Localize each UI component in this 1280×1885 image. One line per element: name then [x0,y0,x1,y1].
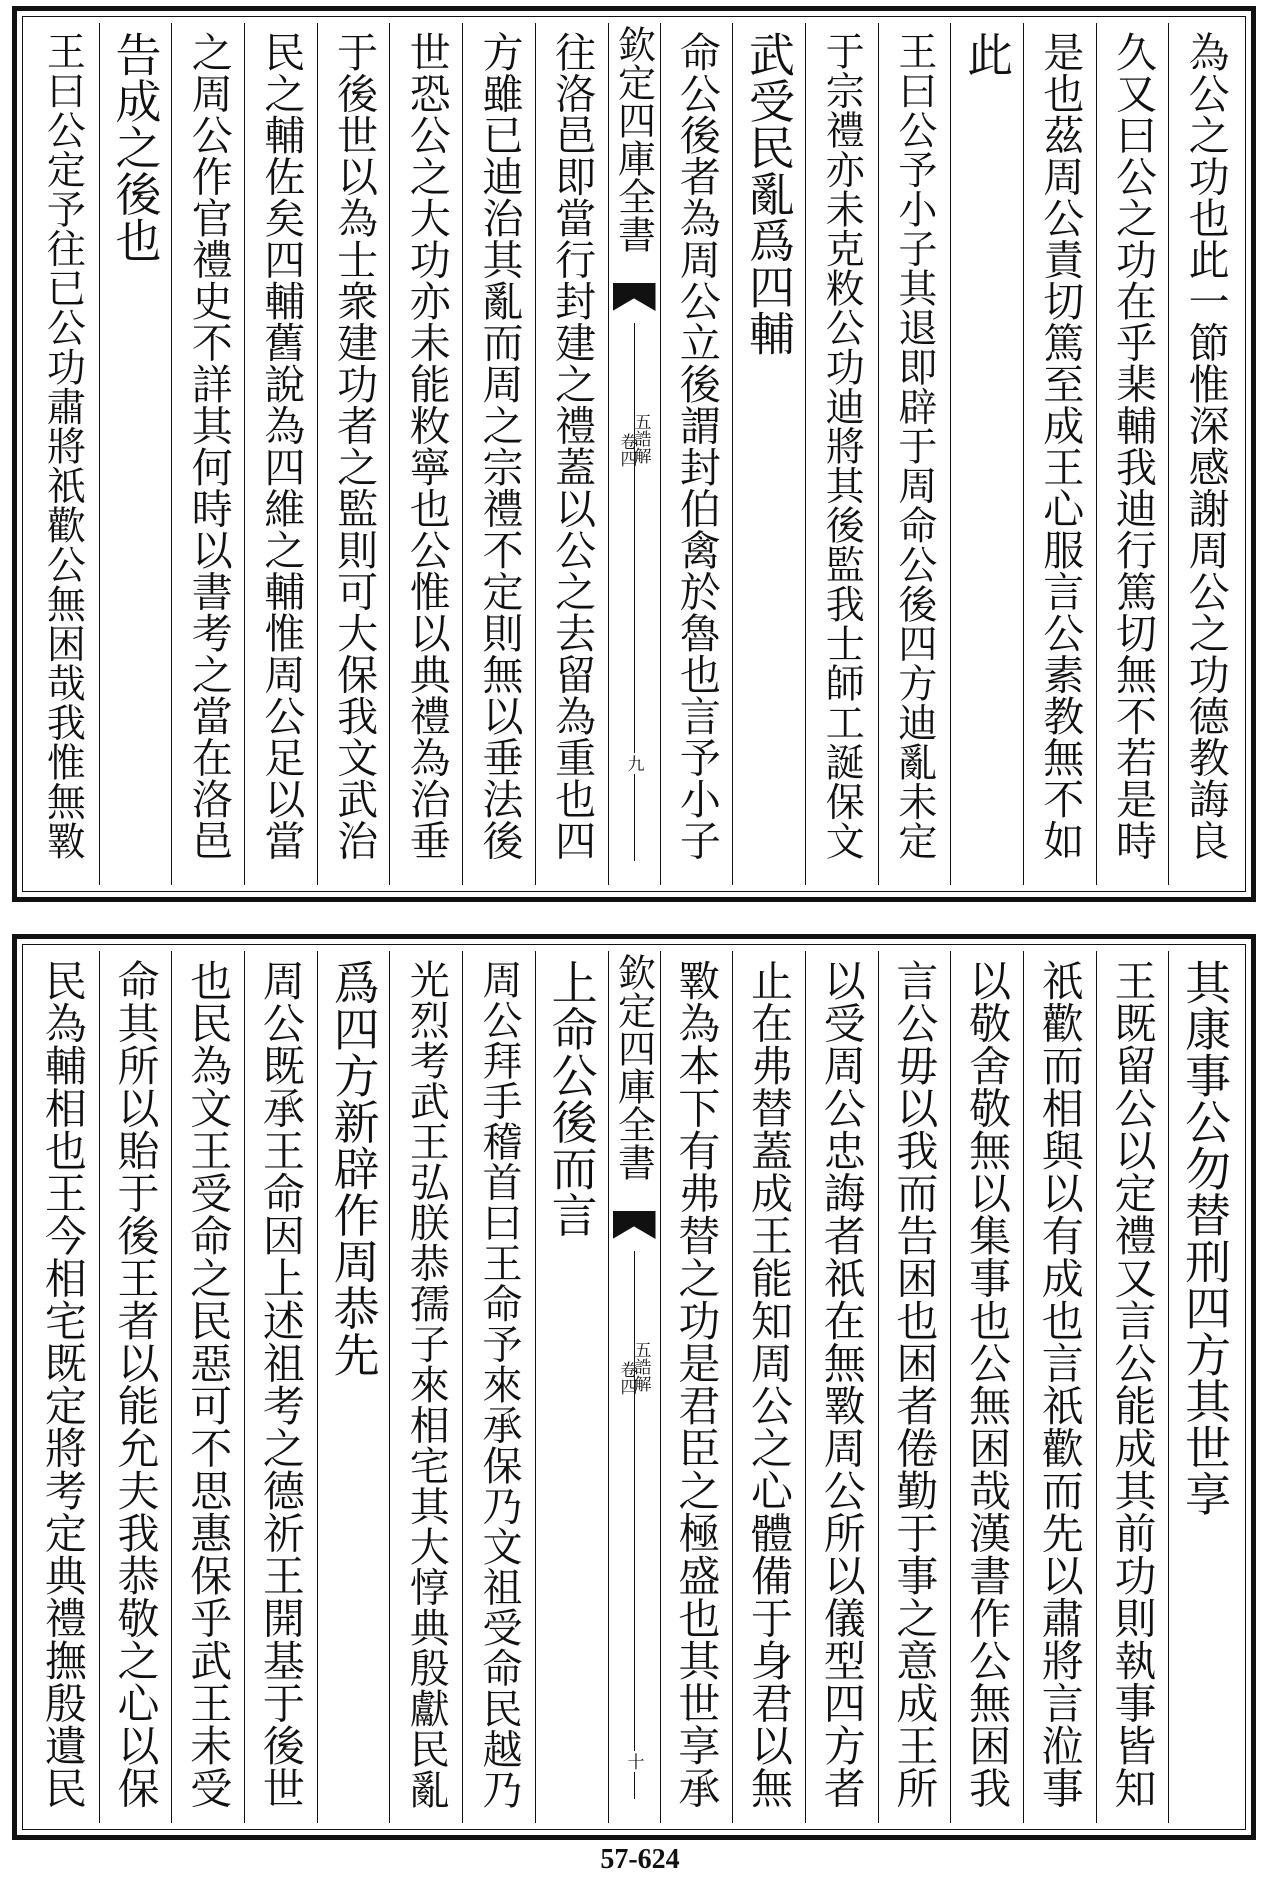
leaf-number: 九 [622,753,647,774]
fishtail-mark [613,1211,656,1239]
text-column: 也民為文王受命之民惡可不思惠保乎武王未受 [171,951,244,1823]
text-column: 世恐公之大功亦未能敉寧也公惟以典禮為治垂 [389,23,462,885]
text-column: 民為輔相也王今相宅既定將考定典禮撫殷遺民 [38,959,88,1809]
library-title: 欽定四庫全書 [611,25,656,253]
top-page-frame [12,6,1256,902]
text-column: 以受周公忠誨者祇在無斁周公所以儀型四方者 [805,951,878,1823]
text-column: 為公之功也此一節惟深感謝周公之功德教誨良 [1168,23,1241,885]
center-rule [634,323,635,861]
center-fold-header [608,951,660,1823]
text-column: 告成之後也 [99,23,172,885]
bottom-page-frame [12,934,1256,1840]
text-column: 王曰公予小子其退即辟于周命公後四方迪亂未定 [878,23,951,885]
text-column: 言公毋以我而告困也困者倦勤于事之意成王所 [878,951,951,1823]
text-column: 祇歡而相與以有成也言祇歡而先以肅將言涖事 [1023,951,1096,1823]
text-column: 上命公後而言 [535,951,608,1823]
text-column: 光烈考武王弘朕恭孺子來相宅其大惇典殷獻民亂 [389,951,462,1823]
leaf-number: 十 [622,1751,647,1772]
book-title: 五誥解 [630,413,651,464]
text-column: 止在弗替蓋成王能知周公之心體備于身君以無 [732,951,805,1823]
text-column: 命公後者為周公立後謂封伯禽於魯也言予小子 [660,23,733,885]
text-column: 于宗禮亦未克敉公功迪將其後監我士師工誕保文 [805,23,878,885]
text-column: 于後世以為士衆建功者之監則可大保我文武治 [317,23,390,885]
text-column: 斁為本下有弗替之功是君臣之極盛也其世享承 [660,951,733,1823]
text-column: 之周公作官禮史不詳其何時以書考之當在洛邑 [171,23,244,885]
text-column: 此 [950,23,1023,885]
text-column: 民之輔佐矣四輔舊說為四維之輔惟周公足以當 [244,23,317,885]
text-column: 其康事公勿替刑四方其世享 [1168,951,1241,1823]
bottom-page-columns [27,951,1241,1823]
text-column: 王既留公以定禮又言公能成其前功則執事皆知 [1096,951,1169,1823]
top-page-columns [27,23,1241,885]
text-column: 是也茲周公責切篤至成王心服言公素教無不如 [1023,23,1096,885]
volume-label: 卷四 [616,433,637,467]
text-column: 周公拜手稽首曰王命予來承保乃文祖受命民越乃 [462,951,535,1823]
text-column: 以敬舍敬無以集事也公無困哉漢書作公無困我 [950,951,1023,1823]
library-title: 欽定四庫全書 [611,953,656,1181]
fishtail-mark [613,283,656,311]
volume-label: 卷四 [616,1361,637,1395]
book-title: 五誥解 [630,1341,651,1392]
text-column: 周公既承王命因上述祖考之德祈王開基于後世 [244,951,317,1823]
text-column: 爲四方新辟作周恭先 [317,951,390,1823]
text-column: 王曰公定予往已公功肅將祇歡公無困哉我惟無斁 [40,31,86,861]
text-column: 命其所以貽于後王者以能允夫我恭敬之心以保 [99,951,172,1823]
text-column: 方雖已迪治其亂而周之宗禮不定則無以垂法後 [462,23,535,885]
text-column: 武受民亂爲四輔 [732,23,805,885]
center-rule [634,1251,635,1799]
text-column: 往洛邑即當行封建之禮蓋以公之去留為重也四 [535,23,608,885]
page-number: 57-624 [600,1844,680,1875]
text-column: 久又曰公之功在乎棐輔我迪行篤切無不若是時 [1096,23,1169,885]
center-fold-header [608,23,660,885]
